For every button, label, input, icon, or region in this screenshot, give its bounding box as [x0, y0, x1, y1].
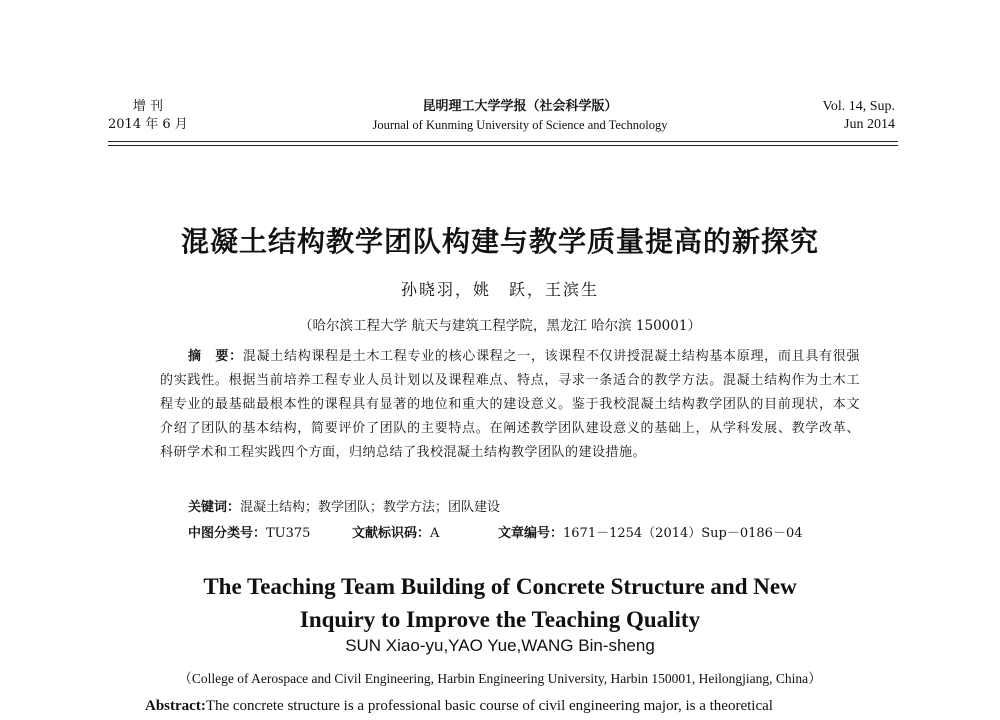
affiliation-cn: （哈尔滨工程大学 航天与建筑工程学院，黑龙江 哈尔滨 150001） [299, 318, 701, 334]
article-number [498, 522, 803, 541]
doc-label: 文献标识码： [352, 526, 431, 541]
issue-date-en: Jun 2014 [844, 117, 895, 132]
abstract-en-text: The concrete structure is a professional basic course of civil engineering major, is a theoretical [205, 698, 773, 714]
authors-en: SUN Xiao-yu,YAO Yue,WANG Bin-sheng [345, 636, 655, 655]
abstract-cn-text: 混凝土结构课程是土木工程专业的核心课程之一，该课程不仅讲授混凝土结构基本原理，而且具有很强的实践性。根据当前培养工程专业人员计划以及课程难点、特点，寻求一条适合的教学方法。混凝土结构作为土木工程专业的最基础最根本性的课程具有显著的地位和重大的建设意义。鉴于我校混凝土结构教学团队的目前现状，本文介绍了团队的基本结构，简要评价了团队的主要特点。在阐述教学团队建设意义的基础上，从学科发展、教学改革、科研学术和工程实践四个方面，归纳总结了我校混凝土结构教学团队的建设措施。 [160, 349, 860, 460]
title-cn: 混凝土结构教学团队构建与教学质量提高的新探究 [180, 225, 819, 258]
abstract-en-label: Abstract: [145, 698, 206, 714]
volume-info: Vol. 14, Sup. [822, 99, 895, 114]
keywords-cn [188, 496, 500, 515]
journal-name-en: Journal of Kunming University of Science and Technology [372, 118, 668, 132]
article-value: 1671－1254（2014）Sup－0186－04 [563, 526, 803, 541]
class-label: 中图分类号： [188, 526, 267, 541]
header-left [108, 98, 188, 134]
document-code [352, 522, 439, 541]
classification-number [188, 522, 310, 541]
class-value: TU375 [266, 526, 311, 541]
journal-name-cn: 昆明理工大学学报（社会科学版） [422, 99, 618, 114]
doc-value: A [430, 526, 440, 541]
issue-date: 2014 年 6 月 [108, 117, 188, 132]
title-en [0, 570, 1000, 636]
issue-label: 增 刊 [132, 99, 163, 114]
title-en-line1: The Teaching Team Building of Concrete Structure and New [203, 574, 797, 599]
affiliation-en: （College of Aerospace and Civil Engineering, Harbin Engineering University, Harbin 150001, Heilongjiang, China） [178, 671, 822, 686]
header-rule-bottom [108, 145, 898, 146]
abstract-en [145, 698, 905, 715]
abstract-cn-label: 摘 要： [188, 349, 243, 364]
keywords-label: 关键词： [188, 500, 241, 515]
keywords-text: 混凝土结构；教学团队；教学方法；团队建设 [240, 500, 501, 515]
header-center [320, 98, 720, 134]
header-rule-top [108, 141, 898, 142]
authors-cn: 孙晓羽，姚 跃，王滨生 [400, 280, 599, 299]
abstract-cn [160, 345, 860, 465]
article-label: 文章编号： [498, 526, 564, 541]
header-right [823, 98, 895, 134]
title-en-line2: Inquiry to Improve the Teaching Quality [299, 607, 701, 632]
